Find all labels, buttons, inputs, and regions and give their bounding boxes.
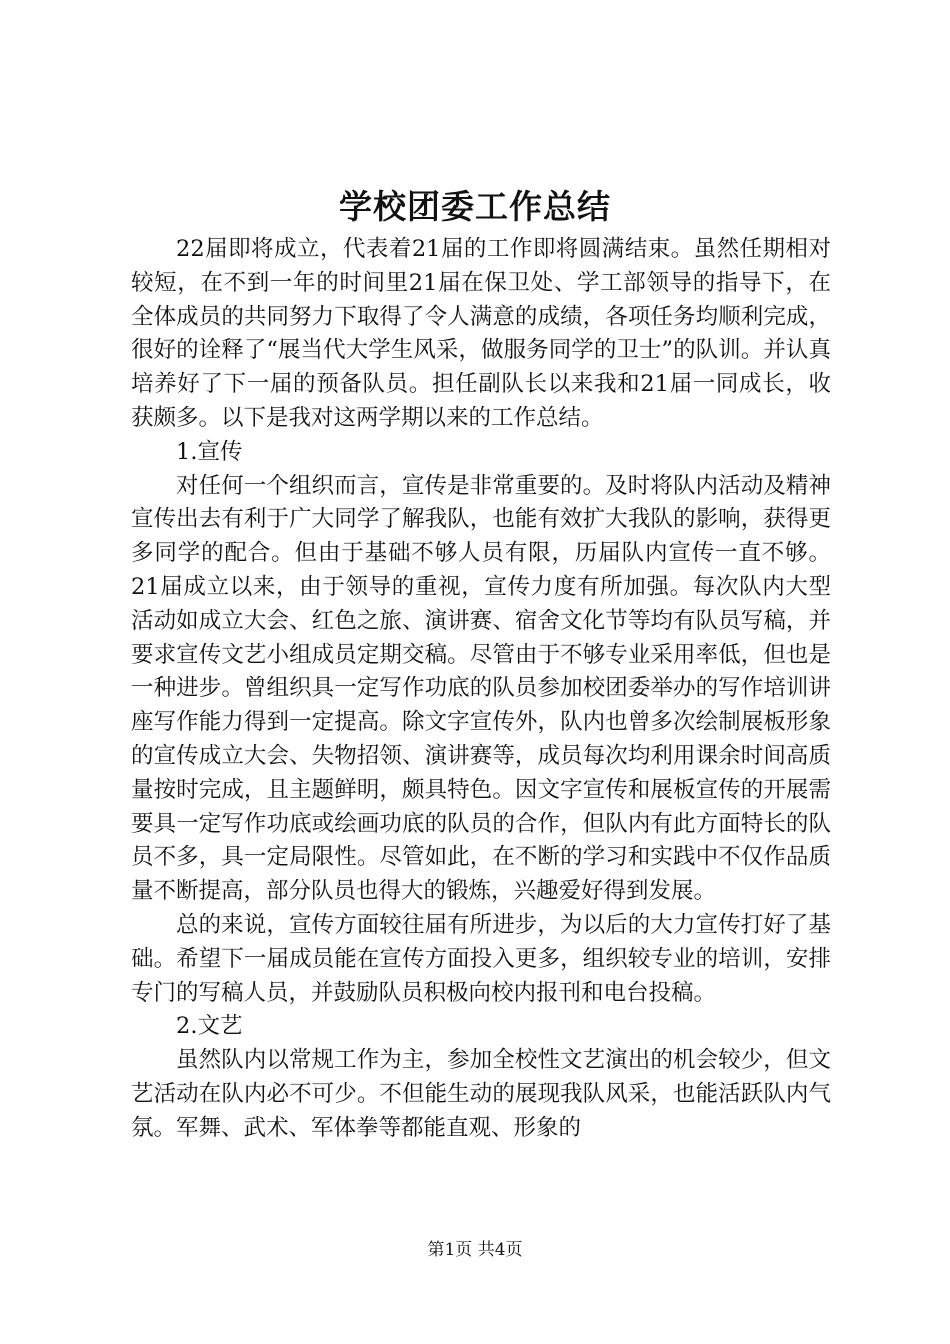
paragraph-publicity: 对任何一个组织而言，宣传是非常重要的。及时将队内活动及精神宣传出去有利于广大同学了解我队，也能有效扩大我队的影响，获得更多同学的配合。但由于基础不够人员有限，历届队内宣传一直不够。21届成立以来，由于领导的重视，宣传力度有所加强。每次队内大型活动如成立大会、红色之旅、演讲赛、宿舍文化节等均有队员写稿，并要求宣传文艺小组成员定期交稿。尽管由于不够专业采用率低，但也是一种进步。曾组织具一定写作功底的队员参加校团委举办的写作培训讲座写作能力得到一定提高。除文字宣传外，队内也曾多次绘制展板形象的宣传成立大会、失物招领、演讲赛等，成员每次均利用课余时间高质量按时完成，且主题鲜明，颇具特色。因文字宣传和展板宣传的开展需要具一定写作功底或绘画功底的队员的合作，但队内有此方面特长的队员不多，具一定局限性。尽管如此，在不断的学习和实践中不仅作品质量不断提高，部分队员也得大的锻炼，兴趣爱好得到发展。 bbox=[131, 472, 831, 905]
page-title: 学校团委工作总结 bbox=[339, 187, 611, 226]
paragraph-publicity-summary: 总的来说，宣传方面较往届有所进步，为以后的大力宣传打好了基础。希望下一届成员能在宣传方面投入更多，组织较专业的培训，安排专门的写稿人员，并鼓励队员积极向校内报刊和电台投稿。 bbox=[131, 911, 831, 1006]
page-footer: 第1页 共4页 bbox=[427, 1240, 523, 1260]
paragraph-intro: 22届即将成立，代表着21届的工作即将圆满结束。虽然任期相对较短，在不到一年的时间里21届在保卫处、学工部领导的指导下，在全体成员的共同努力下取得了令人满意的成绩，各项任务均顺利完成，很好的诠释了“展当代大学生风采，做服务同学的卫士”的队训。并认真培养好了下一届的预备队员。担任副队长以来我和21届一同成长，收获颇多。以下是我对这两学期以来的工作总结。 bbox=[131, 236, 831, 431]
section-heading-publicity: 1.宣传 bbox=[176, 438, 243, 465]
paragraph-arts: 虽然队内以常规工作为主，参加全校性文艺演出的机会较少，但文艺活动在队内必不可少。不但能生动的展现我队风采，也能活跃队内气氛。军舞、武术、军体拳等都能直观、形象的 bbox=[131, 1047, 831, 1141]
section-heading-arts: 2.文艺 bbox=[176, 1013, 243, 1040]
document-body bbox=[131, 233, 831, 1146]
